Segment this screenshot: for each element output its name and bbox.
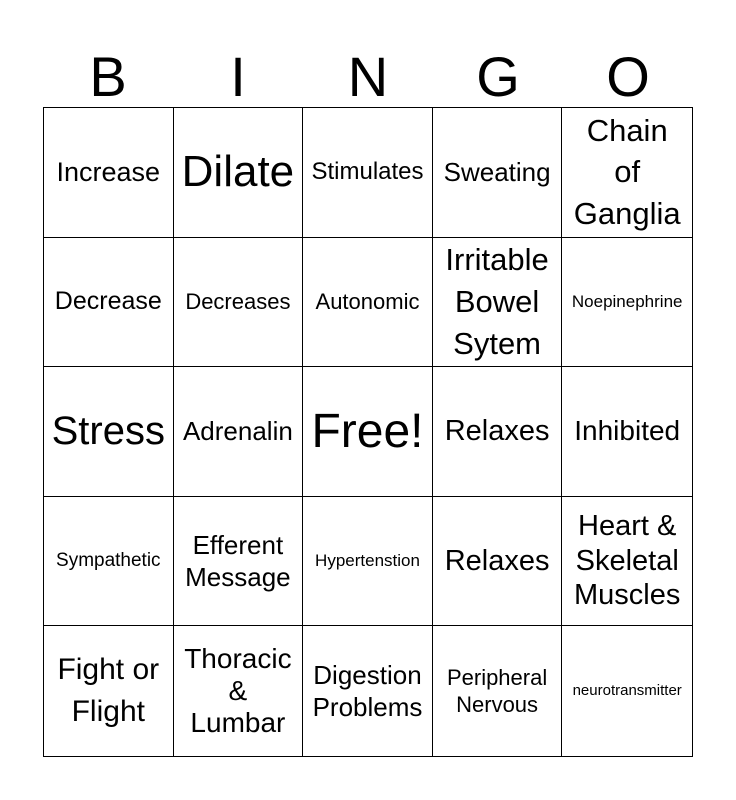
bingo-cell[interactable]: [433, 626, 563, 756]
bingo-cell[interactable]: [433, 238, 563, 368]
cell-text: Peripheral Nervous: [446, 664, 548, 718]
cell-text: Noepinephrine: [571, 291, 683, 311]
cell-text: Relaxes: [444, 544, 550, 577]
bingo-cell[interactable]: [44, 626, 174, 756]
cell-text: Inhibited: [574, 415, 681, 447]
cell-text: Sweating: [443, 157, 551, 188]
cell-text: Stress: [51, 409, 165, 454]
free-space[interactable]: [303, 367, 433, 497]
bingo-header: [43, 40, 693, 108]
cell-text: neurotransmitter: [572, 681, 682, 699]
bingo-cell[interactable]: [303, 108, 433, 238]
bingo-cell[interactable]: [44, 367, 174, 497]
header-letter-o: O: [606, 45, 650, 108]
cell-text: Heart & Skeletal Muscles: [574, 509, 681, 612]
bingo-cell[interactable]: [562, 497, 692, 627]
bingo-cell[interactable]: [303, 626, 433, 756]
cell-text: Fight or Flight: [57, 653, 160, 729]
bingo-cell[interactable]: [433, 367, 563, 497]
bingo-cell[interactable]: [44, 497, 174, 627]
bingo-cell[interactable]: [303, 238, 433, 368]
cell-text: Irritable Bowel Sytem: [445, 242, 549, 361]
bingo-cell[interactable]: [562, 626, 692, 756]
header-letter-b: B: [89, 45, 127, 108]
cell-text: Hypertenstion: [315, 550, 420, 570]
cell-text: Chain of Ganglia: [573, 112, 681, 232]
cell-text: Sympathetic: [56, 549, 161, 571]
bingo-cell[interactable]: [562, 108, 692, 238]
bingo-cell[interactable]: [433, 108, 563, 238]
cell-text: Autonomic: [315, 289, 420, 315]
bingo-board: [43, 107, 693, 757]
cell-text: Dilate: [181, 146, 295, 196]
free-space-text: Free!: [311, 404, 424, 458]
cell-text: Increase: [56, 157, 161, 188]
cell-text: Decrease: [54, 287, 162, 316]
bingo-cell[interactable]: [44, 238, 174, 368]
header-letter-i: I: [230, 45, 246, 108]
bingo-cell[interactable]: [174, 497, 304, 627]
header-letter-n: N: [347, 45, 389, 108]
cell-text: Adrenalin: [182, 416, 293, 447]
bingo-cell[interactable]: [174, 238, 304, 368]
bingo-cell[interactable]: [174, 626, 304, 756]
bingo-cell[interactable]: [174, 367, 304, 497]
bingo-cell[interactable]: [303, 497, 433, 627]
bingo-cell[interactable]: [44, 108, 174, 238]
cell-text: Digestion Problems: [312, 659, 423, 723]
bingo-cell[interactable]: [562, 367, 692, 497]
header-letter-g: G: [476, 45, 520, 108]
bingo-cell[interactable]: [433, 497, 563, 627]
cell-text: Stimulates: [311, 158, 424, 186]
cell-text: Efferent Message: [185, 529, 291, 593]
cell-text: Decreases: [185, 289, 291, 315]
bingo-cell[interactable]: [562, 238, 692, 368]
cell-text: Relaxes: [444, 415, 550, 448]
bingo-cell[interactable]: [174, 108, 304, 238]
cell-text: Thoracic & Lumbar: [184, 642, 292, 739]
